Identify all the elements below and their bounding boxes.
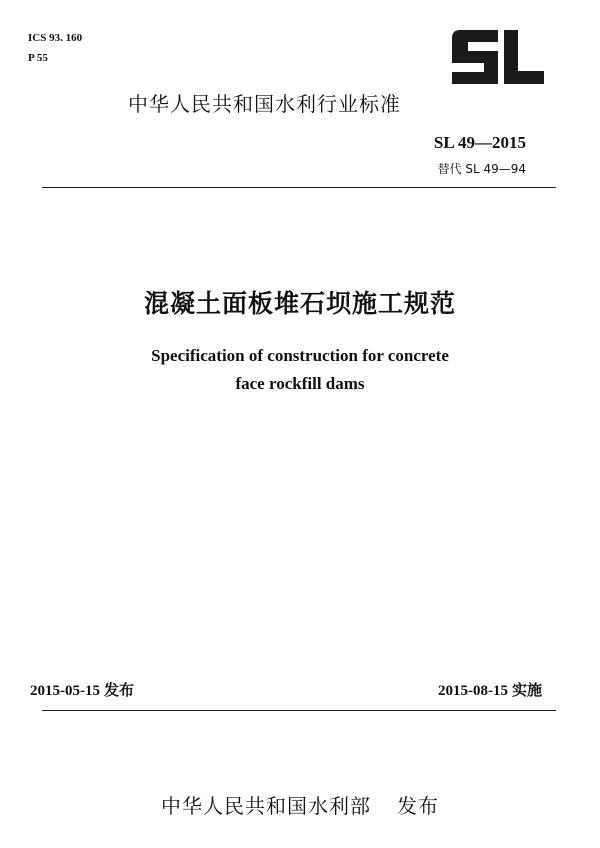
- ics-code: ICS 93. 160: [28, 32, 83, 44]
- issuer-title: 中华人民共和国水利行业标准: [128, 92, 401, 116]
- standard-replaces: 替代 SL 49—94: [437, 162, 526, 176]
- bottom-divider: [42, 710, 556, 711]
- issue-date-block: [30, 679, 134, 700]
- classification-codes: [28, 28, 82, 68]
- publisher-line: [0, 790, 600, 819]
- english-title-line2: face rockfill dams: [235, 374, 365, 393]
- logo-letter-s: [452, 30, 498, 84]
- issue-date: 2015-05-15: [30, 683, 100, 699]
- chinese-title: 混凝土面板堆石坝施工规范: [143, 289, 456, 318]
- implement-label: 实施: [511, 681, 542, 699]
- standard-number: SL 49—2015: [433, 133, 526, 152]
- ccs-code: P 55: [28, 52, 48, 64]
- publisher-label: 发布: [397, 794, 439, 818]
- english-title-line1: Specification of construction for concrete: [151, 346, 449, 365]
- sl-logo: [452, 30, 544, 84]
- english-title: [0, 342, 600, 398]
- logo-letter-l: [504, 30, 544, 84]
- implement-date: 2015-08-15: [437, 683, 508, 699]
- top-divider: [42, 187, 556, 188]
- implement-date-block: [438, 679, 542, 700]
- issue-label: 发布: [104, 681, 135, 699]
- publisher-organization: 中华人民共和国水利部: [161, 794, 371, 818]
